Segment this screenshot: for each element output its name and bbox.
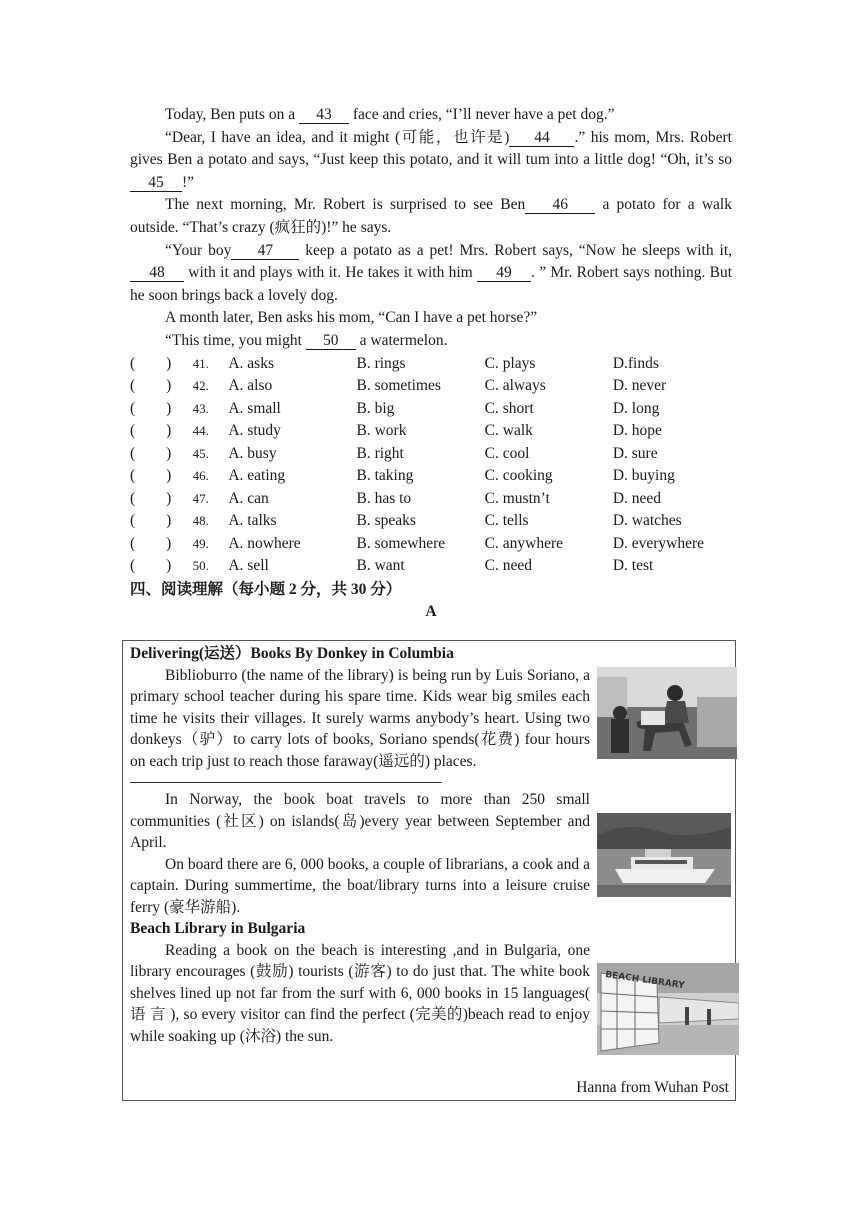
answer-bracket[interactable]: ( ) [130, 354, 172, 372]
option-d: D. buying [612, 467, 675, 485]
text: The next morning, Mr. Robert is surprised to see Ben [165, 196, 526, 214]
reading-box [122, 640, 736, 1101]
option-a: A. eating [228, 467, 286, 485]
option-c: C. tells [484, 512, 529, 530]
text: .” his mom, Mrs. Robert gives Ben a potato and says, “Just keep this potato, and it will tum into a little dog! “Oh, it’s so [130, 128, 732, 169]
option-a: A. study [228, 422, 281, 440]
article-paragraph: Biblioburro (the name of the library) is being run by Luis Soriano, a primary school teacher during his spare time. Kids wear big smiles each time he visits their villages. It surely warms anybody’s heart. Using two donkeys（驴）to carry lots of books, Soriano spends(花费) four hours on each trip just to reach those faraway(遥远的) places. [130, 666, 590, 770]
text: with it and plays with it. He takes it with him [188, 264, 473, 282]
answer-bracket[interactable]: ( ) [130, 534, 172, 552]
question-number: 42. [192, 378, 209, 394]
question-row [130, 465, 732, 488]
article-paragraph: On board there are 6, 000 books, a couple of librarians, a cook and a captain. During summertime, the boat/library turns into a leisure cruise ferry (豪华游船). [130, 855, 590, 916]
question-number: 46. [192, 468, 209, 484]
question-row [130, 533, 732, 556]
question-row [130, 375, 732, 398]
answer-bracket[interactable]: ( ) [130, 444, 172, 462]
text: “This time, you might [165, 331, 302, 349]
question-number: 43. [192, 400, 209, 416]
option-a: A. can [228, 489, 269, 507]
option-a: A. also [228, 377, 273, 395]
option-b: B. has to [356, 489, 412, 507]
question-number: 44. [192, 423, 209, 439]
passage-paragraph [130, 127, 732, 195]
blank-43: 43 [299, 106, 349, 124]
text: a watermelon. [359, 331, 448, 349]
answer-bracket[interactable]: ( ) [130, 422, 172, 440]
question-number: 50. [192, 558, 209, 574]
option-b: B. work [356, 422, 407, 440]
option-d: D. long [612, 399, 660, 417]
source-credit: Hanna from Wuhan Post [576, 1079, 729, 1096]
option-a: A. asks [228, 354, 274, 372]
divider-line [130, 782, 442, 783]
text: keep a potato as a pet! Mrs. Robert says, “Now he sleeps with it, [305, 241, 733, 259]
blank-49: 49 [477, 264, 531, 282]
question-row [130, 420, 732, 443]
article-title: Beach Library in Bulgaria [130, 920, 306, 937]
option-a: A. nowhere [228, 534, 301, 552]
option-d: D. sure [612, 444, 658, 462]
question-number: 45. [192, 445, 209, 461]
option-d: D. watches [612, 512, 682, 530]
reading-text [130, 643, 590, 1047]
option-c: C. walk [484, 422, 533, 440]
passage-paragraph [130, 330, 732, 353]
question-number: 41. [192, 355, 209, 371]
option-c: C. mustn’t [484, 489, 550, 507]
option-c: C. cool [484, 444, 530, 462]
article-title: Delivering(运送）Books By Donkey in Columbia [130, 645, 454, 662]
passage-paragraph [130, 104, 732, 127]
blank-48: 48 [130, 264, 184, 282]
question-row [130, 488, 732, 511]
book-boat-photo [597, 813, 731, 897]
article-paragraph: Reading a book on the beach is interesting ,and in Bulgaria, one library encourages (鼓励) tourists (游客) to do just that. The white book shelves lined up not far from the surf with 6, 000 books in 15 languages( 语 言 ), so every visitor can find the perfect (完美的)beach read to enjoy while soaking up (沐浴) the sun. [130, 941, 590, 1045]
question-row [130, 398, 732, 421]
option-d: D. hope [612, 422, 662, 440]
article-paragraph: In Norway, the book boat travels to more than 250 small communities (社区) on islands(岛)every year between September and April. [130, 791, 590, 851]
option-b: B. big [356, 399, 395, 417]
text: . ” Mr. Robert says nothing. But he soon brings back a lovely dog. [130, 264, 733, 304]
option-a: A. busy [228, 444, 277, 462]
text: “Your boy [165, 241, 232, 259]
option-d: D. everywhere [612, 534, 705, 552]
text: face and cries, “I’ll never have a pet dog.” [352, 106, 615, 123]
answer-bracket[interactable]: ( ) [130, 512, 172, 530]
question-row [130, 510, 732, 533]
option-a: A. sell [228, 557, 269, 575]
answer-bracket[interactable]: ( ) [130, 489, 172, 507]
beach-library-sign: BEACH LIBRARY [604, 970, 686, 992]
option-b: B. somewhere [356, 534, 446, 552]
blank-46: 46 [525, 196, 595, 214]
option-b: B. rings [356, 354, 406, 372]
question-row [130, 555, 732, 578]
section-label: A [425, 602, 437, 620]
option-a: A. small [228, 399, 281, 417]
question-row [130, 443, 732, 466]
option-b: B. taking [356, 467, 414, 485]
cloze-passage [130, 104, 732, 623]
blank-50: 50 [306, 332, 356, 350]
option-c: C. anywhere [484, 534, 563, 552]
option-d: D. need [612, 489, 662, 507]
passage-paragraph [130, 194, 732, 239]
option-b: B. sometimes [356, 377, 441, 395]
beach-library-photo [597, 963, 739, 1055]
option-d: D.finds [612, 354, 659, 372]
text: “Dear, I have an idea, and it might (可能，也许是) [165, 128, 510, 146]
blank-44: 44 [509, 129, 574, 147]
blank-47: 47 [231, 242, 299, 260]
text: Today, Ben puts on a [165, 106, 296, 123]
text: a potato for a walk outside. “That’s crazy (疯狂的)!” he says. [130, 196, 732, 236]
option-c: C. short [484, 399, 534, 417]
passage-paragraph [130, 240, 732, 308]
option-d: D. never [612, 377, 667, 395]
answer-bracket[interactable]: ( ) [130, 467, 172, 485]
option-c: C. always [484, 377, 546, 395]
question-row [130, 353, 732, 376]
section-heading: 四、阅读理解（每小题 2 分，共 30 分） [130, 580, 402, 598]
answer-bracket[interactable]: ( ) [130, 377, 172, 395]
option-b: B. speaks [356, 512, 416, 530]
option-c: C. need [484, 557, 533, 575]
passage-paragraph: A month later, Ben asks his mom, “Can I have a pet horse?” [165, 309, 538, 327]
answer-bracket[interactable]: ( ) [130, 399, 172, 417]
option-d: D. test [612, 557, 654, 575]
question-number: 48. [192, 513, 209, 529]
text: !” [182, 173, 195, 191]
question-number: 49. [192, 535, 209, 551]
option-b: B. right [356, 444, 404, 462]
option-c: C. plays [484, 354, 536, 372]
question-list [130, 353, 732, 578]
answer-bracket[interactable]: ( ) [130, 557, 172, 575]
option-a: A. talks [228, 512, 277, 530]
option-c: C. cooking [484, 467, 553, 485]
donkey-library-photo [597, 667, 737, 759]
question-number: 47. [192, 490, 209, 506]
option-b: B. want [356, 557, 405, 575]
blank-45: 45 [130, 174, 182, 192]
